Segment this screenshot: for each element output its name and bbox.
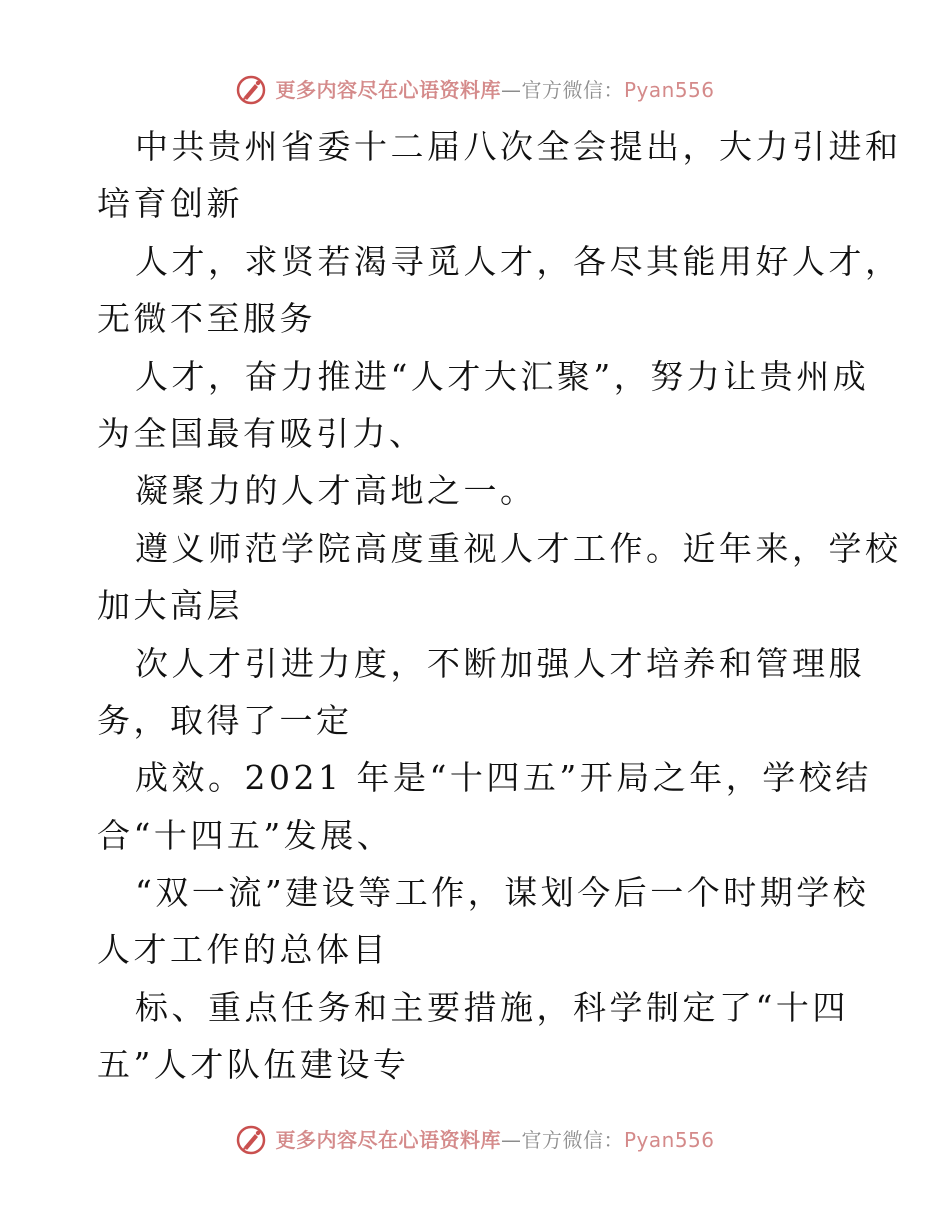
- text-line: 无微不至服务: [97, 299, 316, 339]
- text-line: 标、重点任务和主要措施，科学制定了“十四: [135, 987, 849, 1027]
- watermark-text: 更多内容尽在心语资料库—官方微信：Pyan556: [275, 78, 715, 102]
- text-line: “双一流”建设等工作，谋划今后一个时期学校: [135, 873, 870, 913]
- text-line: 人才工作的总体目: [97, 930, 389, 970]
- text-line: 人才，求贤若渴寻觅人才，各尽其能用好人才，: [135, 241, 902, 281]
- header-watermark: [0, 70, 950, 110]
- pen-logo-icon: [235, 1124, 267, 1156]
- text-line: 遵义师范学院高度重视人才工作。近年来，学校: [135, 528, 902, 568]
- text-line: 务，取得了一定: [97, 700, 353, 740]
- text-line: 培育创新: [97, 184, 243, 224]
- pen-logo-icon: [235, 74, 267, 106]
- text-line: 成效。2021 年是“十四五”开局之年，学校结: [135, 758, 872, 798]
- footer-watermark: [0, 1120, 950, 1160]
- text-line: 次人才引进力度，不断加强人才培养和管理服: [135, 643, 865, 683]
- text-line: 人才，奋力推进“人才大汇聚”，努力让贵州成: [135, 356, 870, 396]
- watermark-text: 更多内容尽在心语资料库—官方微信：Pyan556: [275, 1128, 715, 1152]
- text-line: 合“十四五”发展、: [97, 815, 394, 855]
- document-body: [97, 118, 902, 1094]
- text-line: 中共贵州省委十二届八次全会提出，大力引进和: [135, 127, 902, 166]
- text-line: 为全国最有吸引力、: [97, 413, 426, 453]
- text-line: 加大高层: [97, 586, 243, 626]
- text-line: 凝聚力的人才高地之一。: [135, 471, 537, 511]
- text-line: 五”人才队伍建设专: [97, 1045, 410, 1085]
